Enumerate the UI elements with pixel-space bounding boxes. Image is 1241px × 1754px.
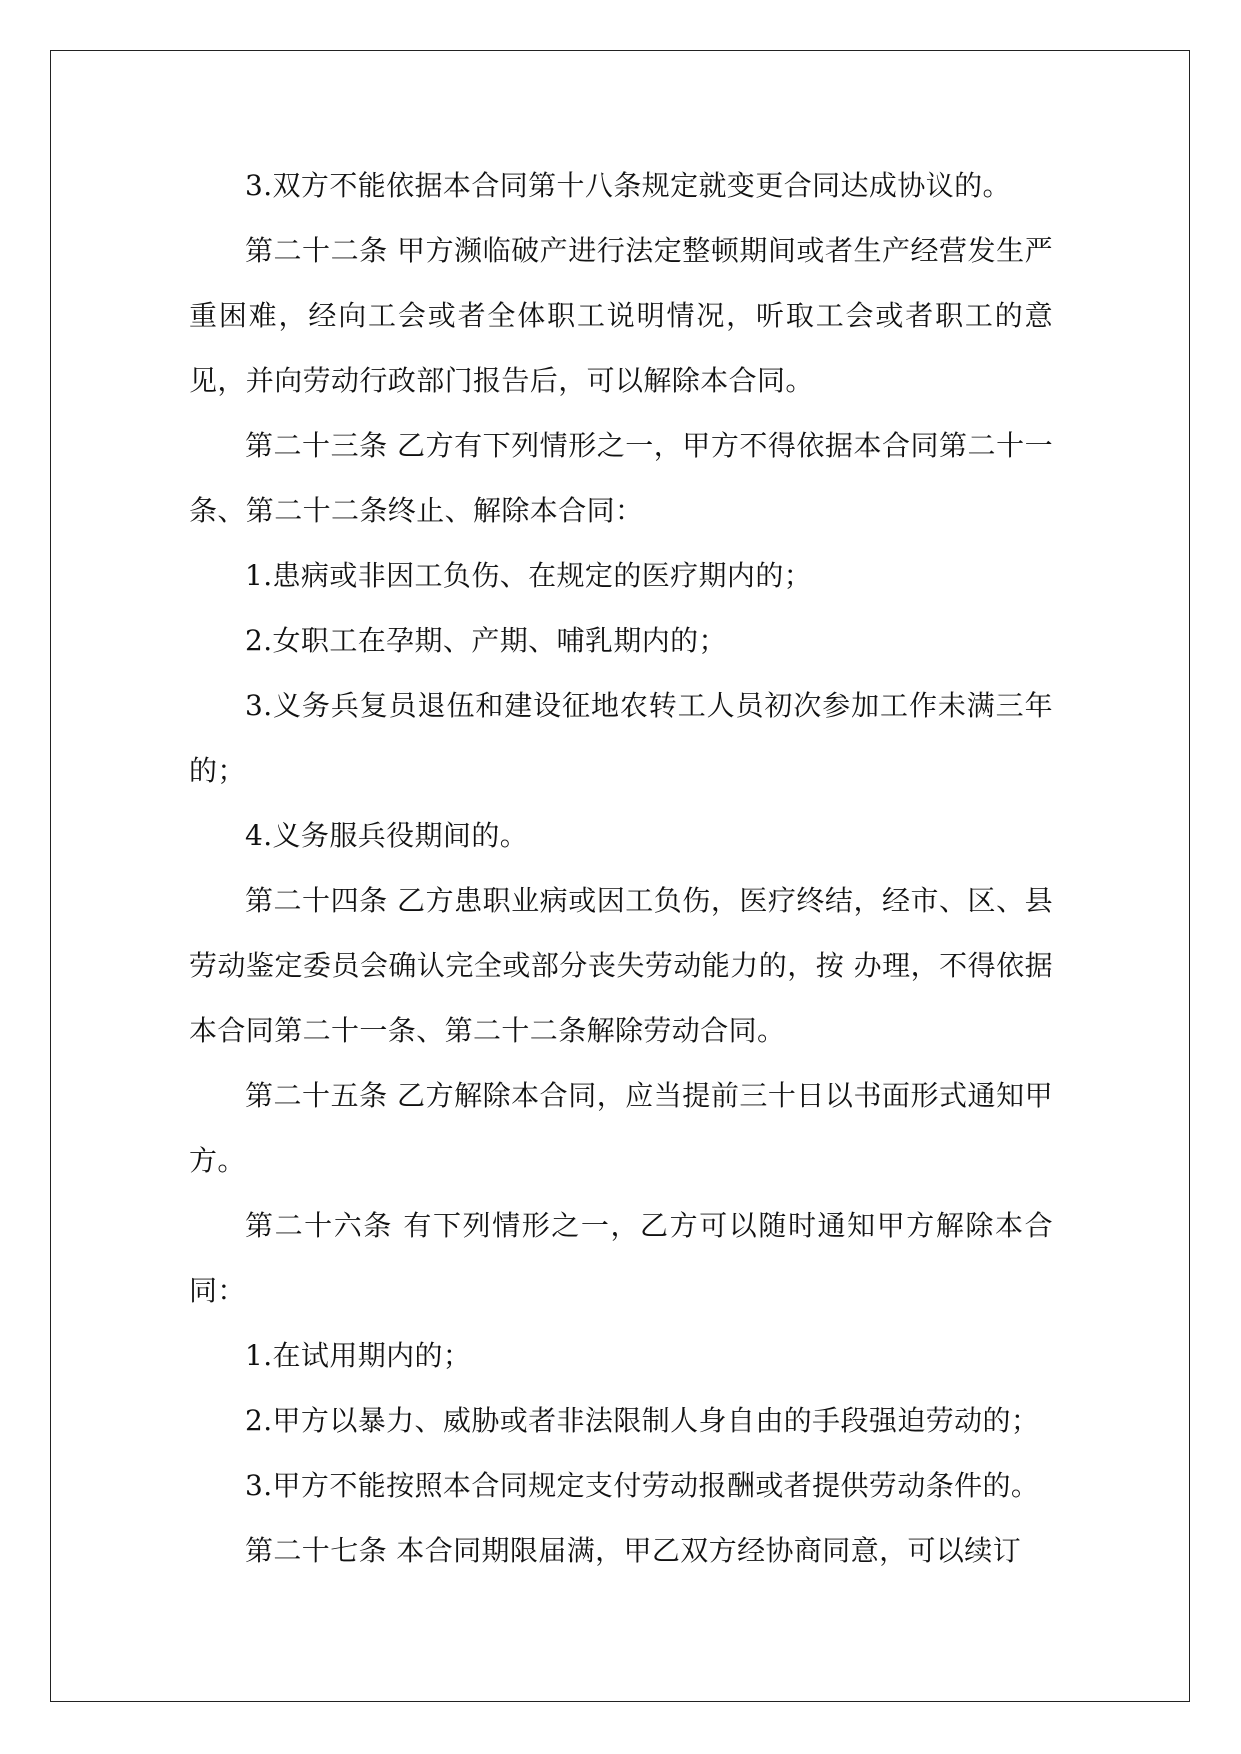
paragraph-2: 第二十二条 甲方濒临破产进行法定整顿期间或者生产经营发生严重困难，经向工会或者全体职工说明情况，听取工会或者职工的意见，并向劳动行政部门报告后，可以解除本合同。 [189,234,1053,397]
paragraph-1: 3.双方不能依据本合同第十八条规定就变更合同达成协议的。 [245,169,1011,202]
paragraph-13: 3.甲方不能按照本合同规定支付劳动报酬或者提供劳动条件的。 [245,1469,1040,1502]
document-body [189,153,1053,1583]
paragraph-10: 第二十六条 有下列情形之一，乙方可以随时通知甲方解除本合同： [189,1209,1053,1307]
paragraph-3: 第二十三条 乙方有下列情形之一，甲方不得依据本合同第二十一条、第二十二条终止、解除本合同： [189,429,1053,527]
paragraph-4: 1.患病或非因工负伤、在规定的医疗期内的； [245,559,813,592]
paragraph-12: 2.甲方以暴力、威胁或者非法限制人身自由的手段强迫劳动的； [245,1404,1040,1437]
paragraph-11: 1.在试用期内的； [245,1339,472,1372]
paragraph-7: 4.义务服兵役期间的。 [245,819,529,852]
paragraph-8: 第二十四条 乙方患职业病或因工负伤，医疗终结，经市、区、县劳动鉴定委员会确认完全或部分丧失劳动能力的，按 办理，不得依据本合同第二十一条、第二十二条解除劳动合同。 [189,884,1053,1047]
paragraph-9: 第二十五条 乙方解除本合同，应当提前三十日以书面形式通知甲方。 [189,1079,1053,1177]
paragraph-14: 第二十七条 本合同期限届满，甲乙双方经协商同意，可以续订 [245,1534,1022,1567]
paragraph-6: 3.义务兵复员退伍和建设征地农转工人员初次参加工作未满三年的； [189,689,1053,787]
paragraph-5: 2.女职工在孕期、产期、哺乳期内的； [245,624,727,657]
